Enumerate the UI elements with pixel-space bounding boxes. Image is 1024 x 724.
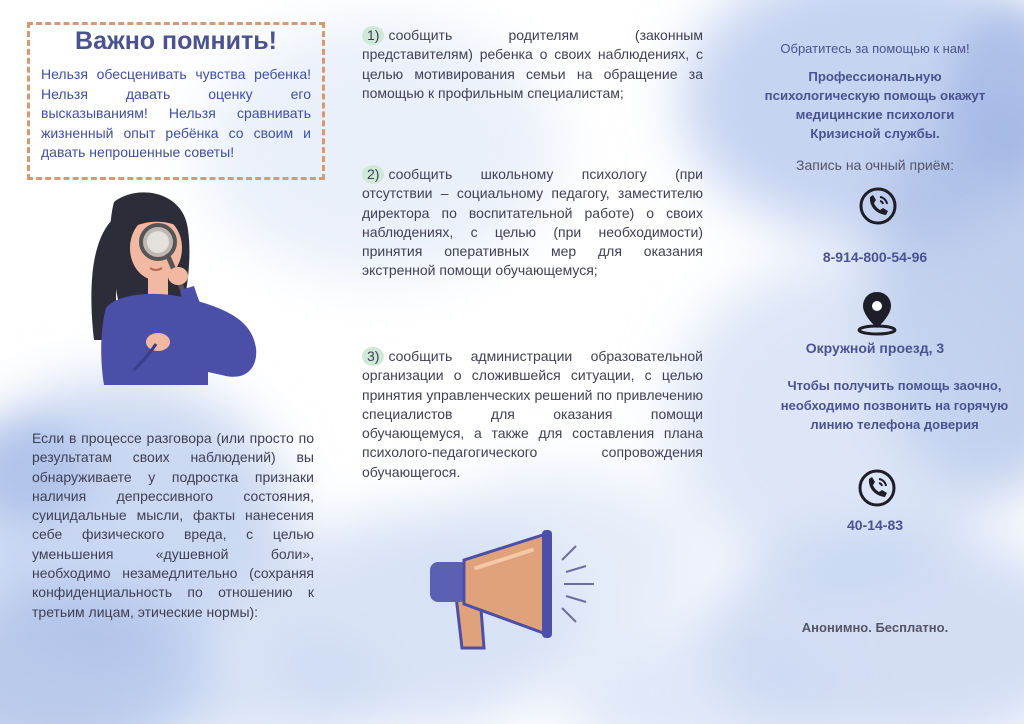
girl-with-magnifier-illustration	[76, 190, 266, 385]
address: Окружной проезд, 3	[805, 340, 945, 356]
important-note-box	[27, 22, 325, 180]
contact-heading: Обратитесь за помощью к нам!	[780, 41, 970, 56]
megaphone-illustration	[428, 530, 596, 652]
step-number: 1)	[362, 26, 384, 45]
remote-help-text: Чтобы получить помощь заочно, необходимо позвонить на горячую линию телефона доверия	[780, 378, 1009, 432]
step-item	[362, 26, 703, 103]
step-item	[362, 347, 703, 482]
phone-icon	[858, 186, 898, 226]
phone-icon	[857, 468, 897, 508]
step-text: сообщить родителям (законным представителям) ребенка о своих наблюдениях, с целью мотивирования семьи на обращение за помощью к профильным специалистам;	[362, 27, 703, 101]
step-text: сообщить школьному психологу (при отсутствии – социальному педагогу, заместителю директора по воспитательной работе) о своих наблюдениях, с целью (при необходимости) принятия оперативных мер для оказания экстренной помощи обучающемуся;	[362, 166, 703, 279]
help-description: Профессиональную психологическую помощь окажут медицинские психологи Кризисной службы.	[764, 69, 986, 141]
hotline-number[interactable]: 40-14-83	[846, 517, 904, 533]
important-note-title: Важно помнить!	[75, 27, 277, 55]
phone-number[interactable]: 8-914-800-54-96	[822, 249, 928, 265]
appointment-label: Запись на очный приём:	[796, 157, 954, 173]
step-text: сообщить администрации образовательной организации о сложившейся ситуации, с целью принятия управленческих решений по привлечению специалистов для оказания помощи обучающемуся, а также для составления плана психолого-педагогического сопровождения обучающегося.	[362, 348, 703, 480]
step-number: 2)	[362, 165, 384, 184]
step-number: 3)	[362, 347, 384, 366]
location-pin-icon	[855, 288, 899, 336]
important-note-text: Нельзя обесценивать чувства ребенка! Нельзя давать оценку его высказываниям! Нельзя сравнивать жизненный опыт ребёнка со своим и давать непрошенные советы!	[41, 66, 311, 160]
warning-signs-paragraph: Если в процессе разговора (или просто по результатам своих наблюдений) вы обнаруживаете у подростка признаки наличия депрессивного состояния, суицидальные мысли, факты нанесения себе физического вреда, с целью уменьшения «душевной боли», необходимо незамедлительно (сохраняя конфиденциальность по отношению к третьим лицам, этические нормы):	[32, 430, 314, 620]
anonymous-free-note: Анонимно. Бесплатно.	[801, 620, 949, 635]
step-item	[362, 165, 703, 281]
